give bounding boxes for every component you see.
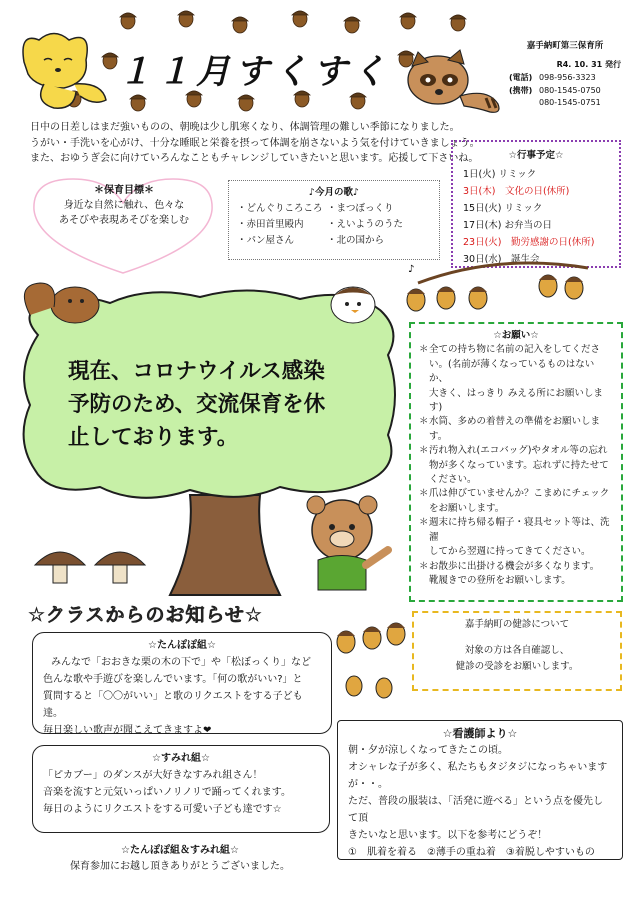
song-item: ・どんぐりころころ [237, 203, 323, 214]
issue-date: R4. 10. 31 発行 [556, 59, 621, 69]
nursery-name: 嘉手納町第三保育所 [526, 41, 604, 51]
nurse-heading: ☆看護師より☆ [442, 727, 518, 740]
intro-line: 日中の日差しはまだ強いものの、朝晩は少し肌寒くなり、体調管理の難しい季節になりました。 [30, 122, 460, 133]
nurse-line: ① 肌着を着る ②薄手の重ね着 ③着脱しやすいもの [348, 847, 595, 858]
event-item: 30日(水) 誕生会 [463, 254, 540, 265]
intro-line: うがい・手洗いを心がけ、十分な睡眠と栄養を摂って体調を崩さないよう気を付けていきましょう。 [30, 137, 480, 149]
contact-label: (携帯) [509, 85, 533, 95]
request-item: ＊ 全ての持ち物に名前の記入をしてくださ い。(名前が薄くなっているものはないか、 大きく、はっきり みえる所にお願いします) [419, 344, 603, 414]
goal-line: あそびや表現あそびを楽しむ [59, 215, 189, 226]
event-item-holiday: 23日(火) 勤労感謝の日(休所) [463, 237, 595, 248]
music-note-icon: ♪ [408, 264, 415, 275]
contact-row [509, 97, 621, 110]
songs-heading: ♪今月の歌♪ [308, 187, 360, 198]
childcare-goal [35, 183, 213, 228]
requests-heading: ☆お願い☆ [493, 330, 539, 341]
page-title: １１月すくすく [118, 52, 391, 92]
intro-paragraph [30, 120, 480, 167]
request-item: ＊ お散歩に出掛ける機会が多くなります。 靴履きでの登所をお願いします。 [419, 560, 600, 586]
contact-number: 080-1545-0750 [539, 85, 601, 95]
goal-heading: ＊保育目標＊ [94, 185, 154, 196]
acorn-characters [332, 612, 412, 707]
both-classes-note [30, 843, 330, 875]
nurse-line: 朝・夕が涼しくなってきたこの頃。 [348, 745, 508, 756]
acorn-characters-branch [398, 258, 598, 323]
checkup-line: 対象の方は各自確認し、 [464, 645, 570, 656]
nurse-line: オシャレな子が多く、私たちもタジタジになっちゃいます [348, 762, 608, 773]
event-item: 17日(木) お弁当の日 [463, 220, 553, 231]
request-item: ＊ 週末に持ち帰る帽子・寝具セット等は、洗濯 してから翌週に持ってきてください。 [419, 517, 610, 558]
tanpopo-line: 毎日楽しい歌声が聞こえてきますよ❤ [43, 725, 212, 736]
song-item: ・北の国から [327, 235, 385, 246]
contact-label [509, 97, 539, 110]
event-item: 1日(火) リミック [463, 169, 537, 180]
requests-box [409, 322, 623, 602]
covid-line: 予防のため、交流保育を休 [68, 392, 326, 417]
request-item: ＊ 爪は伸びていませんか？こまめにチェック をお願いします。 [419, 488, 610, 514]
events-heading: ☆行事予定☆ [508, 150, 564, 161]
health-checkup-box [412, 611, 622, 691]
request-item: ＊ 汚れ物入れ(エコバッグ)やタオル等の忘れ 物が多くなっています。忘れずに持たせて ください。 [419, 445, 609, 486]
tanpopo-heading: ☆たんぽぽ組☆ [148, 640, 216, 651]
sumire-heading: ☆すみれ組☆ [152, 753, 210, 764]
event-item-holiday: 3日(木) 文化の日(休所) [463, 186, 570, 197]
checkup-title: 嘉手納町の健診について [464, 619, 570, 630]
nurse-notice-box [337, 720, 623, 860]
song-item: ・パン屋さん [237, 235, 295, 246]
contact-label: (電話) [509, 73, 533, 82]
covid-notice [68, 355, 368, 454]
sumire-line: 音楽を流すと元気いっぱいノリノリで踊ってくれます。 [43, 787, 291, 798]
goal-line: 身近な自然に触れ、色々な [63, 200, 185, 211]
events-schedule-box [451, 140, 621, 268]
sumire-class-box [32, 745, 330, 833]
song-item: ・えいようのうた [327, 219, 404, 230]
nurse-line: が・・。 [348, 779, 388, 790]
song-item: ・赤田首里殿内 [237, 219, 304, 230]
contact-number: 080-1545-0751 [539, 98, 601, 107]
tanpopo-class-box [32, 632, 332, 734]
fox-illustration [14, 22, 109, 112]
tanpopo-line: 質問すると「〇〇がいい」と歌のリクエストをする子ども達。 [43, 691, 303, 719]
tanpopo-line: みんなで「おおきな栗の木の下で」や「松ぼっくり」など [51, 657, 311, 668]
monthly-songs-box [228, 180, 440, 260]
contact-number: 098-956-3323 [539, 73, 596, 82]
nurse-line: ただ、普段の服装は、「活発に遊べる」という点を優先して頂 [348, 796, 603, 824]
issuer-block [509, 40, 621, 110]
sumire-line: 「ピカブー」のダンスが大好きなすみれ組さん！ [43, 770, 263, 781]
raccoon-illustration [398, 48, 508, 116]
checkup-line: 健診の受診をお願いします。 [455, 661, 579, 672]
sumire-line: 毎日のようにリクエストをする可愛い子ども達です☆ [43, 804, 282, 815]
both-line: 保育参加にお越し頂きありがとうございました。 [70, 861, 290, 872]
event-item: 15日(火) リミック [463, 203, 543, 214]
class-news-title: ☆クラスからのお知らせ☆ [28, 604, 263, 626]
covid-line: 現在、コロナウイルス感染 [68, 359, 325, 384]
both-heading: ☆たんぽぽ組＆すみれ組☆ [121, 845, 239, 856]
contact-row [509, 72, 621, 85]
nurse-line: きたいなと思います。以下を参考にどうぞ！ [348, 830, 548, 841]
song-item: ・まつぼっくり [327, 203, 394, 214]
covid-line: 止しております。 [68, 425, 239, 450]
request-item: ＊ 水筒、多めの着替えの準備をお願いしま す。 [419, 416, 601, 442]
intro-line: また、おゆうぎ会に向けていろんなこともチャレンジしていきたいと思います。応援して下さいね。 [30, 153, 479, 164]
contact-row [509, 85, 621, 98]
tanpopo-line: 色んな歌や手遊びを楽しんでいます。「何の歌がいい?」と [43, 674, 303, 685]
